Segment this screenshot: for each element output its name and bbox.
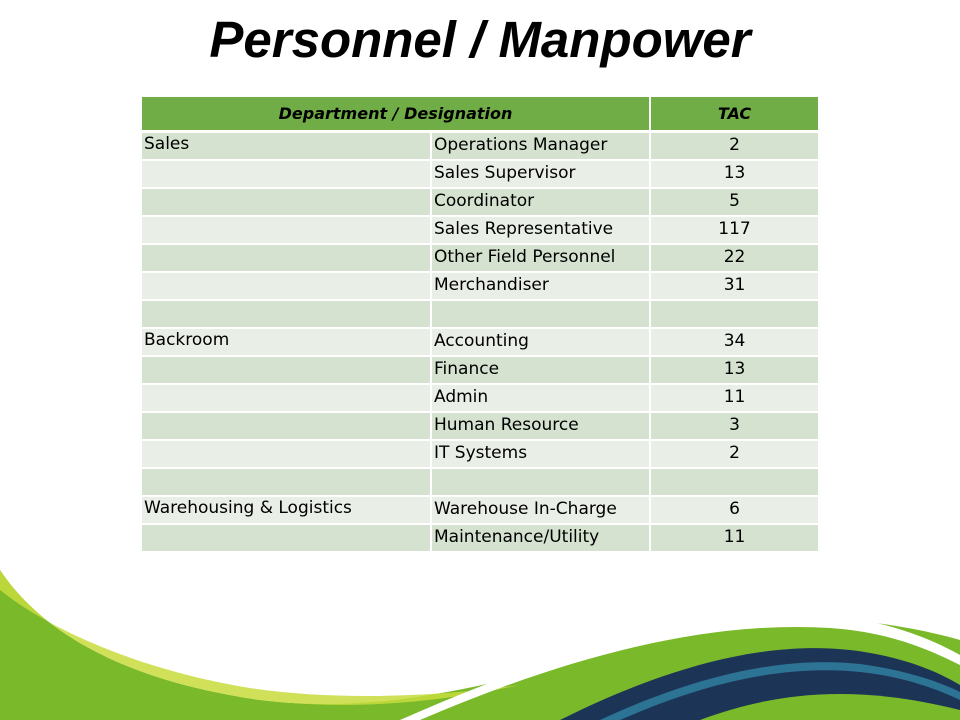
- table-body: [142, 132, 818, 553]
- tac-cell: 2: [650, 440, 818, 468]
- designation-cell: Other Field Personnel: [431, 244, 650, 272]
- table-row: [142, 524, 818, 552]
- department-cell: [142, 160, 431, 188]
- department-cell: [142, 244, 431, 272]
- tac-cell: [650, 468, 818, 496]
- table-row: [142, 188, 818, 216]
- department-cell: [142, 216, 431, 244]
- tac-cell: [650, 300, 818, 328]
- table-row: [142, 244, 818, 272]
- tac-cell: 13: [650, 356, 818, 384]
- designation-cell: Accounting: [431, 328, 650, 356]
- table-row: [142, 412, 818, 440]
- designation-cell: IT Systems: [431, 440, 650, 468]
- tac-cell: 22: [650, 244, 818, 272]
- tac-cell: 31: [650, 272, 818, 300]
- department-cell: Warehousing & Logistics: [142, 496, 431, 524]
- table-row: [142, 440, 818, 468]
- designation-cell: [431, 300, 650, 328]
- table-row: [142, 384, 818, 412]
- department-cell: [142, 412, 431, 440]
- slide-title: Personnel / Manpower: [209, 11, 751, 68]
- table-row: [142, 272, 818, 300]
- designation-cell: Coordinator: [431, 188, 650, 216]
- tac-cell: 2: [650, 132, 818, 161]
- designation-cell: Admin: [431, 384, 650, 412]
- department-cell: [142, 440, 431, 468]
- tac-cell: 5: [650, 188, 818, 216]
- tac-cell: 117: [650, 216, 818, 244]
- table-row: [142, 468, 818, 496]
- department-cell: [142, 384, 431, 412]
- designation-cell: [431, 468, 650, 496]
- table-row: [142, 328, 818, 356]
- header-department-designation: Department / Designation: [142, 97, 650, 132]
- table-row: [142, 356, 818, 384]
- department-cell: [142, 188, 431, 216]
- department-cell: [142, 524, 431, 552]
- table-row: [142, 496, 818, 524]
- table-row: [142, 300, 818, 328]
- tac-cell: 3: [650, 412, 818, 440]
- designation-cell: Warehouse In-Charge: [431, 496, 650, 524]
- table-header-row: [142, 97, 818, 132]
- manpower-table: [142, 97, 818, 553]
- table-row: [142, 160, 818, 188]
- tac-cell: 13: [650, 160, 818, 188]
- designation-cell: Sales Supervisor: [431, 160, 650, 188]
- tac-cell: 34: [650, 328, 818, 356]
- department-cell: [142, 300, 431, 328]
- tac-cell: 11: [650, 524, 818, 552]
- designation-cell: Maintenance/Utility: [431, 524, 650, 552]
- designation-cell: Operations Manager: [431, 132, 650, 161]
- designation-cell: Merchandiser: [431, 272, 650, 300]
- tac-cell: 11: [650, 384, 818, 412]
- department-cell: Sales: [142, 132, 431, 161]
- designation-cell: Sales Representative: [431, 216, 650, 244]
- header-tac: TAC: [650, 97, 818, 132]
- green-wave-decoration: [0, 560, 960, 720]
- designation-cell: Human Resource: [431, 412, 650, 440]
- designation-cell: Finance: [431, 356, 650, 384]
- department-cell: [142, 356, 431, 384]
- table-row: [142, 216, 818, 244]
- table-row: [142, 132, 818, 161]
- department-cell: [142, 272, 431, 300]
- department-cell: Backroom: [142, 328, 431, 356]
- department-cell: [142, 468, 431, 496]
- tac-cell: 6: [650, 496, 818, 524]
